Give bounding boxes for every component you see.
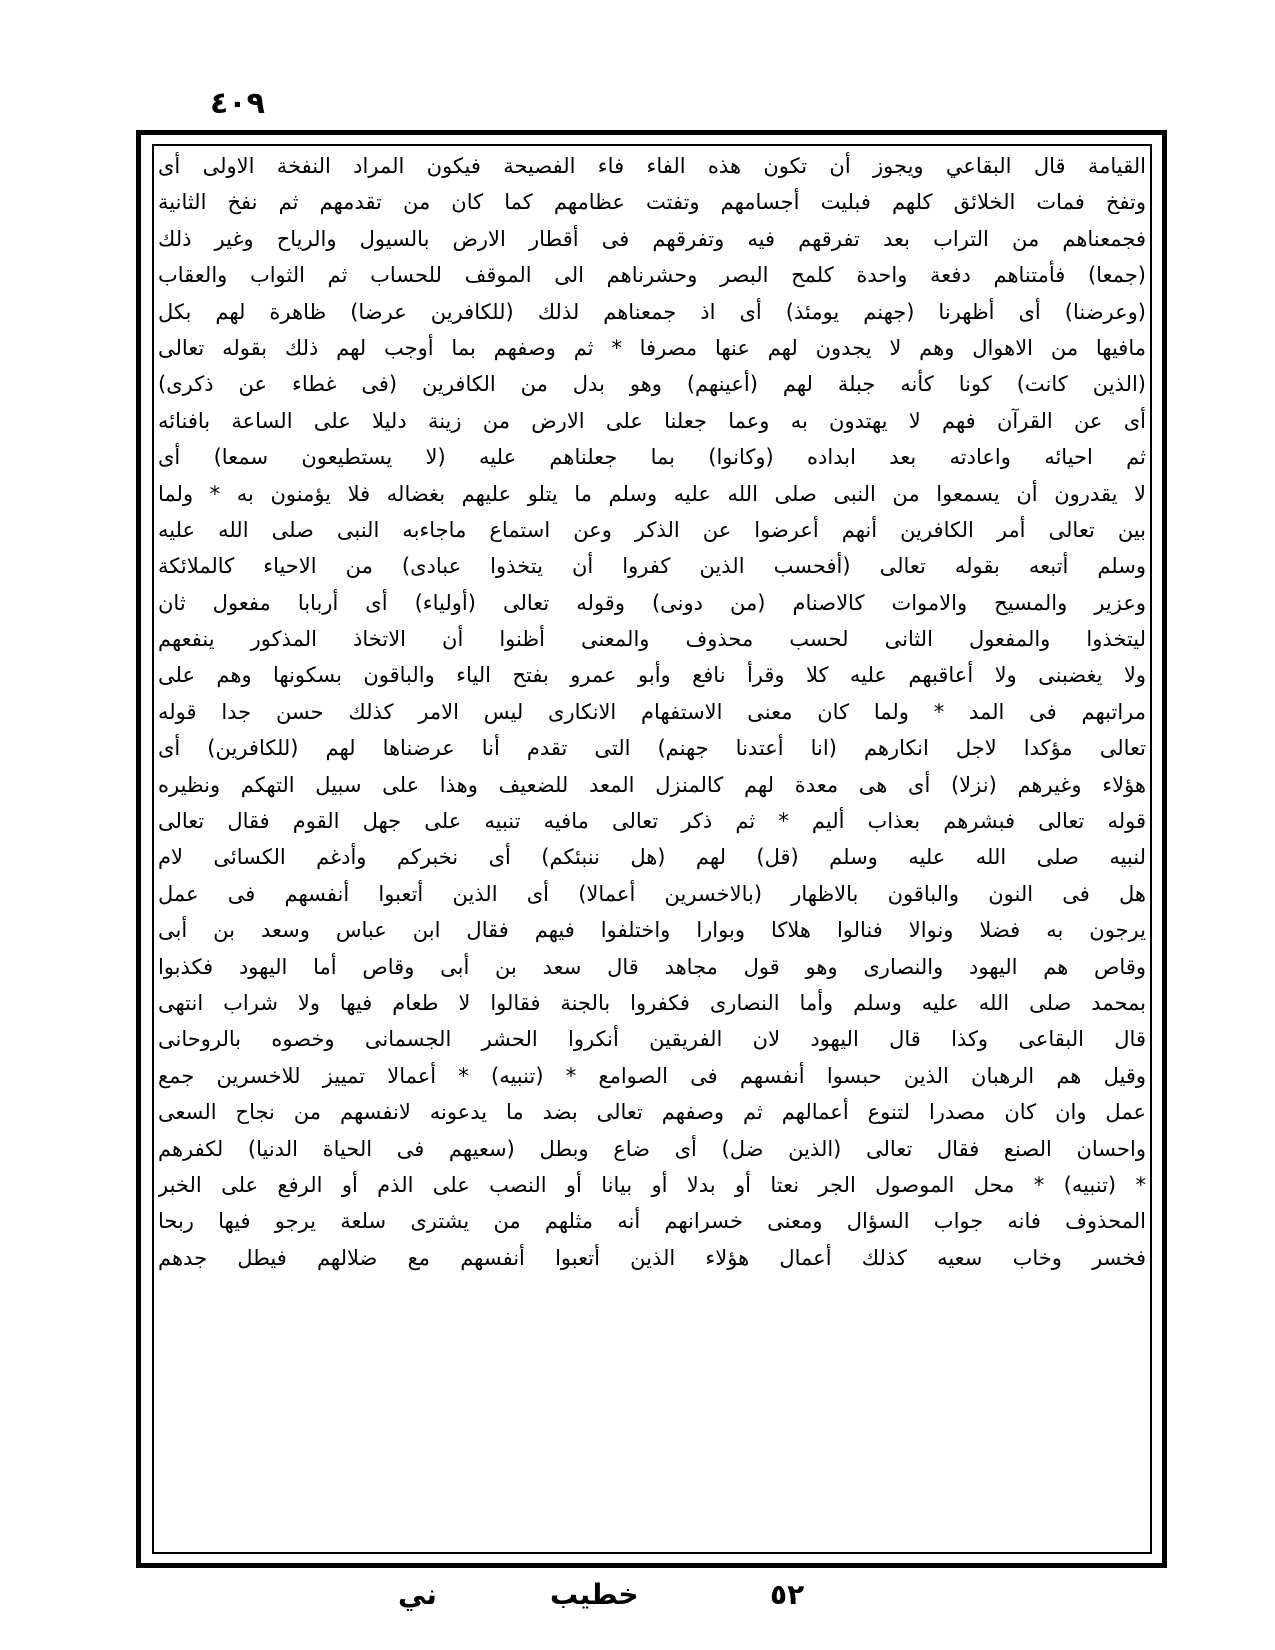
text-line: وتفخ فمات الخلائق كلهم فبليت أجسامهم وتفتت عظامهم كما كان من تقدمهم ثم نفخ الثانية: [158, 190, 1146, 215]
text-line: المحذوف فانه جواب السؤال ومعنى خسرانهم أنه مثلهم من يشترى سلعة يرجو فيها ربحا: [158, 1209, 1146, 1234]
text-line: (الذين كانت) كونا كأنه جبلة لهم (أعينهم) وهو بدل من الكافرين (فى غطاء عن ذكرى): [158, 372, 1146, 397]
text-line: ولا يغضبنى ولا أعاقبهم عليه كلا وقرأ نافع وأبو عمرو بفتح الياء والباقون بسكونها وهم على: [158, 663, 1146, 688]
text-line: عمل وان كان مصدرا لتنوع أعمالهم ثم وصفهم تعالى بضد ما يدعونه لانفسهم من نجاح السعى: [158, 1100, 1146, 1125]
text-line: ليتخذوا والمفعول الثانى لحسب محذوف والمعنى أظنوا أن الاتخاذ المذكور ينفعهم: [158, 627, 1146, 652]
text-line: لا يقدرون أن يسمعوا من النبى صلى الله عليه وسلم ما يتلو عليهم بغضاله فلا يؤمنون به * ولما: [158, 481, 1146, 506]
text-line: هل فى النون والباقون بالاظهار (بالاخسرين أعمالا) أى الذين أتعبوا أنفسهم فى عمل: [158, 881, 1146, 906]
text-line: القيامة قال البقاعي ويجوز أن تكون هذه الفاء فاء الفصيحة فيكون المراد النفخة الاولى أى: [158, 154, 1146, 178]
page-number: ٤٠٩: [210, 86, 265, 121]
signature-word: ني: [398, 1578, 437, 1611]
text-line: مراتبهم فى المد * ولما كان معنى الاستفهام الانكارى ليس الامر كذلك حسن جدا قوله: [158, 699, 1146, 724]
text-line: وقاص هم اليهود والنصارى وهو قول مجاهد قال سعد بن أبى وقاص أما اليهود فكذبوا: [158, 954, 1146, 979]
signature-title: خطيب: [550, 1578, 639, 1611]
text-line: أى عن القرآن فهم لا يهتدون به وعما جعلنا على الارض من زينة دليلا على الساعة بافنائه: [158, 408, 1146, 433]
text-line: مافيها من الاهوال وهم لا يجدون لهم عنها مصرفا * ثم وصفهم بما أوجب لهم ذلك بقوله تعالى: [158, 335, 1146, 360]
text-line: قوله تعالى فبشرهم بعذاب أليم * ثم ذكر تعالى مافيه تنبيه على جهل القوم فقال تعالى: [158, 809, 1146, 834]
text-line: * (تنبيه) * محل الموصول الجر نعتا أو بدلا أو بيانا أو النصب على الذم أو الرفع على الخبر: [158, 1172, 1146, 1197]
text-line: هؤلاء وغيرهم (نزلا) أى هى معدة لهم كالمنزل المعد للضعيف وهذا على سبيل التهكم ونظيره: [158, 772, 1146, 797]
text-line: لنبيه صلى الله عليه وسلم (قل) لهم (هل ننبئكم) أى نخبركم وأدغم الكسائى لام: [158, 845, 1146, 870]
footer-signature: [0, 1578, 1275, 1618]
text-line: فخسر وخاب سعيه كذلك أعمال هؤلاء الذين أتعبوا أنفسهم مع ضلالهم فيطل جدهم: [158, 1245, 1146, 1270]
text-line: فجمعناهم من التراب بعد تفرقهم فيه وتفرقهم فى أقطار الارض بالسيول والرياح وغير ذلك: [158, 226, 1146, 251]
text-line: بمحمد صلى الله عليه وسلم وأما النصارى فكفروا بالجنة فقالوا لا طعام فيها ولا شراب انتهى: [158, 990, 1146, 1015]
text-line: واحسان الصنع فقال تعالى (الذين ضل) أى ضاع وبطل (سعيهم فى الحياة الدنيا) لكفرهم: [158, 1136, 1146, 1161]
text-line: قال البقاعى وكذا قال اليهود لان الفريقين أنكروا الحشر الجسمانى وخصوه بالروحانى: [158, 1027, 1146, 1052]
text-line: وعزير والمسيح والاموات كالاصنام (من دونى) وقوله تعالى (أولياء) أى أربابا مفعول ثان: [158, 590, 1146, 615]
signature-number: ٥٢: [770, 1578, 805, 1611]
text-line: تعالى مؤكدا لاجل انكارهم (انا أعتدنا جهنم) التى تقدم أنا عرضناها لهم (للكافرين) أى: [158, 736, 1146, 761]
text-line: وقيل هم الرهبان الذين حبسوا أنفسهم فى الصوامع * (تنبيه) * أعمالا تمييز للاخسرين جمع: [158, 1063, 1146, 1088]
text-line: بين تعالى أمر الكافرين أنهم أعرضوا عن الذكر وعن استماع ماجاءبه النبى صلى الله عليه: [158, 517, 1146, 542]
text-line: (جمعا) فأمتناهم دفعة واحدة كلمح البصر وحشرناهم الى الموقف للحساب ثم الثواب والعقاب: [158, 263, 1146, 288]
main-text: [158, 148, 1146, 1548]
text-line: ثم احيائه واعادته بعد ابداده (وكانوا) بما جعلناهم عليه (لا يستطيعون سمعا) أى: [158, 445, 1146, 470]
text-line: وسلم أتبعه بقوله تعالى (أفحسب الذين كفروا أن يتخذوا عبادى) من الاحياء كالملائكة: [158, 554, 1146, 579]
text-line: يرجون به فضلا ونوالا فنالوا هلاكا وبوارا واختلفوا فيهم فقال ابن عباس وسعد بن أبى: [158, 918, 1146, 943]
text-line: (وعرضنا) أى أظهرنا (جهنم يومئذ) أى اذ جمعناهم لذلك (للكافرين عرضا) ظاهرة لهم بكل: [158, 299, 1146, 324]
